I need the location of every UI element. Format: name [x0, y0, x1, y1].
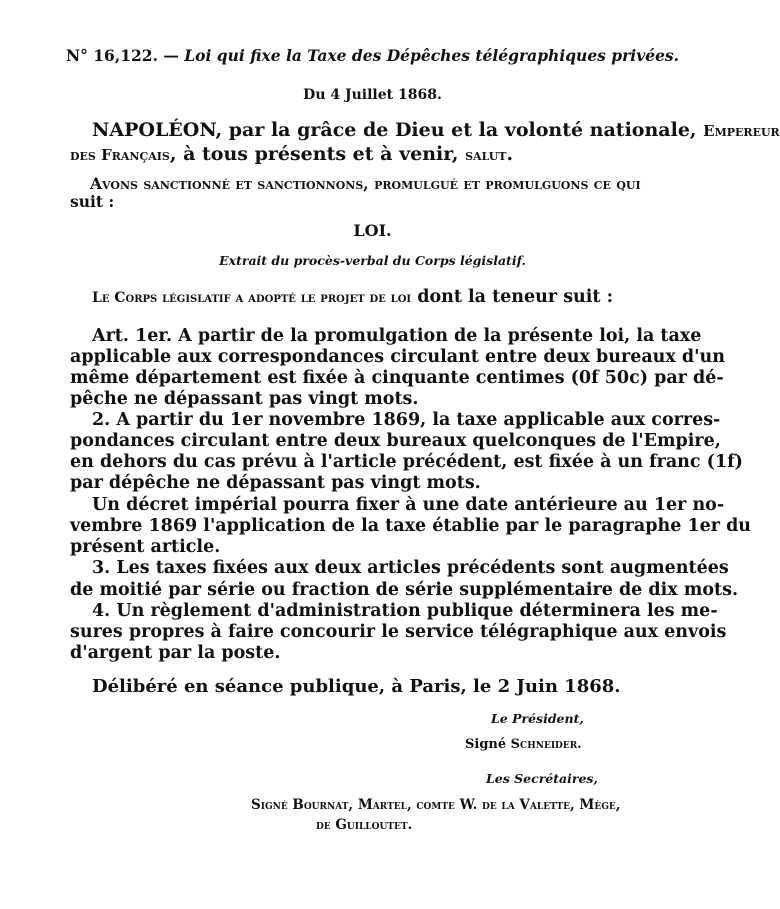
law-title-text: Loi qui fixe la Taxe des Dépêches télégraphiques privées.: [184, 46, 680, 65]
preamble-line-2: [70, 143, 513, 165]
president-signature: [465, 737, 582, 752]
article-line: pêche ne dépassant pas vingt mots.: [70, 389, 419, 409]
article-line: en dehors du cas prévu à l'article précédent, est fixée à un franc (1f): [70, 452, 743, 472]
president-name: Schneider: [510, 737, 578, 752]
president-title: Le Président,: [491, 711, 584, 726]
signed-label: Signé: [465, 737, 511, 752]
law-number: N° 16,122. —: [65, 46, 179, 65]
teneur-text: dont la teneur suit :: [411, 287, 614, 307]
emperor-title: Empereur: [703, 122, 780, 140]
article-line: 2. A partir du 1er novembre 1869, la taxe applicable aux corres-: [92, 410, 721, 430]
extract-line: Extrait du procès-verbal du Corps législatif.: [219, 253, 526, 268]
adopte-line: [92, 287, 613, 307]
article-line: de moitié par série ou fraction de série supplémentaire de dix mots.: [70, 580, 739, 600]
deliberation-line: Délibéré en séance publique, à Paris, le 2 Juin 1868.: [92, 676, 621, 697]
article-line: même département est fixée à cinquante centimes (0f 50c) par dé-: [70, 368, 724, 388]
secretaries-title: Les Secrétaires,: [486, 771, 598, 786]
article-line: applicable aux correspondances circulant entre deux bureaux d'un: [70, 347, 725, 367]
law-title: [0, 46, 745, 65]
article-line: sures propres à faire concourir le service télégraphique aux envois: [70, 622, 727, 642]
preamble-period: .: [506, 143, 514, 165]
secretaries-line-1: Signé Bournat, Martel, comte W. de la Valette, Mège,: [251, 797, 621, 813]
secretaries-line-2: de Guilloutet.: [316, 817, 413, 833]
article-line: vembre 1869 l'application de la taxe établie par le paragraphe 1er du: [70, 516, 752, 536]
article-line: 3. Les taxes fixées aux deux articles précédents sont augmentées: [92, 558, 729, 578]
article-line: par dépêche ne dépassant pas vingt mots.: [70, 473, 481, 493]
francais-text: des Français: [70, 146, 170, 164]
sanction-line-1: Avons sanctionné et sanctionnons, promulgué et promulguons ce qui: [90, 174, 641, 193]
loi-heading: LOI.: [353, 221, 392, 240]
article-line: 4. Un règlement d'administration publique déterminera les me-: [92, 601, 718, 621]
law-date: Du 4 Juillet 1868.: [303, 87, 442, 103]
signature-period: .: [577, 737, 582, 752]
article-line: Un décret impérial pourra fixer à une date antérieure au 1er no-: [92, 495, 725, 515]
article-line: pondances circulant entre deux bureaux quelconques de l'Empire,: [70, 431, 721, 451]
salut-text: salut: [465, 146, 507, 164]
preamble-text-2: , à tous présents et à venir,: [169, 143, 459, 165]
article-line: Art. 1er. A partir de la promulgation de la présente loi, la taxe: [92, 326, 702, 346]
sanction-line-2: suit :: [70, 192, 115, 211]
article-line: présent article.: [70, 537, 221, 557]
preamble-text: NAPOLÉON, par la grâce de Dieu et la volonté nationale,: [92, 119, 697, 141]
article-line: d'argent par la poste.: [70, 643, 281, 663]
corps-legislatif-text: Le Corps législatif a adopté le projet de loi: [92, 290, 412, 306]
preamble-line-1: [92, 119, 780, 141]
